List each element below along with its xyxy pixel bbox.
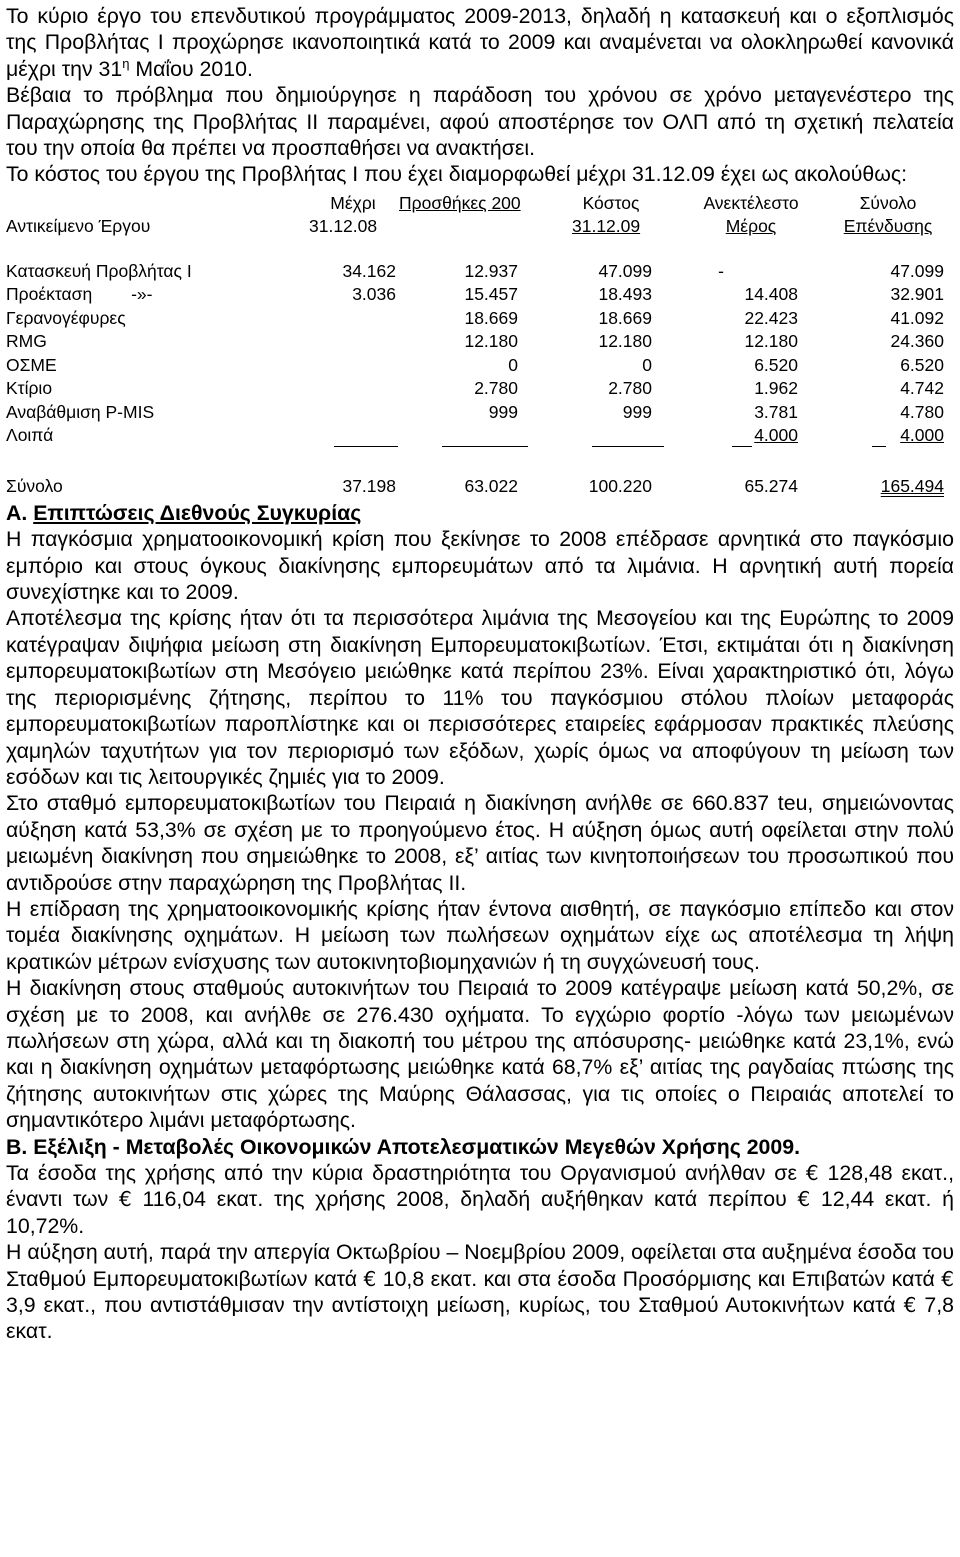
intro-paragraph-2: Βέβαια το πρόβλημα που δημιούργησε η παράδοση του χρόνου σε χρόνο μεταγενέστερο της Παραχώρησης της Προβλήτας ΙΙ παραμένει, αφού αποστέρησε τον ΟΛΠ από τη σχετική πελατεία του την οποία θα πρέπει να προσπαθήσει να ανακτήσει.: [6, 83, 954, 161]
intro-p1-text: Το κύριο έργο του επενδυτικού προγράμματος 2009-2013, δηλαδή η κατασκευή και ο εξοπλισμός της Προβλήτας Ι προχώρησε ικανοποιητικά κατά το 2009 και αναμένεται να ολοκληρωθεί κανονικά μέχρι την 31: [6, 4, 954, 81]
row-remaining: -: [718, 260, 724, 281]
row-total: 6.520: [900, 354, 944, 375]
row-additions: 0: [508, 354, 518, 375]
row-total: 4.780: [900, 401, 944, 422]
row-item: Κτίριο: [6, 378, 53, 399]
row-remaining: 12.180: [744, 331, 798, 352]
row-item: Λοιπά: [6, 425, 54, 446]
header-remaining-bottom: Μέρος: [725, 215, 777, 236]
text-run: Τα έσοδα της χρήσης από την κύρια δραστηριότητα του Οργανισμού ανήλθαν σε: [6, 1161, 806, 1185]
subtotal-rule: [334, 446, 398, 447]
text-run: 128,48 εκατ., έναντι των: [6, 1161, 954, 1212]
section-a-title: Επιπτώσεις Διεθνούς Συγκυρίας: [33, 500, 362, 525]
row-until: 34.162: [342, 260, 396, 281]
row-remaining: 14.408: [744, 284, 798, 305]
cost-table: [6, 188, 954, 480]
total-until: 37.198: [342, 475, 396, 496]
row-total: 41.092: [890, 307, 944, 328]
section-b-paragraph-1: [6, 1160, 954, 1239]
total-additions: 63.022: [464, 475, 518, 496]
euro-icon: €: [805, 1161, 819, 1185]
row-total: 4.000: [900, 425, 944, 446]
text-run: 3,9 εκατ., που αντιστάθμισαν την αντίστοιχη μείωση, κυρίως, του Σταθμού Αυτοκινήτων κατά: [6, 1293, 904, 1318]
row-cost: 2.780: [608, 378, 652, 399]
header-until-bottom: 31.12.08: [309, 215, 378, 236]
section-a-paragraph-3: Στο σταθμό εμπορευματοκιβωτίων του Πειραιά η διακίνηση ανήλθε σε 660.837 teu, σημειώνοντας αύξηση κατά 53,3% σε σχέση με το προηγούμενο έτος. Η αύξηση όμως αυτή οφείλεται στην πολύ μειωμένη διακίνηση που σημειώθηκε το 2008, εξ’ αιτίας των κινητοποιήσεων του προσωπικού που αντιδρούσε στην παραχώρηση της Προβλήτας ΙΙ.: [6, 791, 954, 895]
row-remaining: 4.000: [754, 425, 798, 446]
intro-paragraph-3: Το κόστος του έργου της Προβλήτας Ι που έχει διαμορφωθεί μέχρι 31.12.09 έχει ως ακολούθως:: [6, 162, 908, 187]
total-item: Σύνολο: [6, 475, 63, 496]
row-additions: 999: [488, 401, 518, 422]
row-item: Προέκταση -»-: [6, 284, 153, 305]
intro-paragraph-1: [6, 3, 954, 82]
text-run: 7,8 εκατ.: [6, 1293, 954, 1344]
row-cost: 999: [622, 401, 652, 422]
header-until-top: Μέχρι: [330, 192, 376, 213]
section-a-paragraph-2: Αποτέλεσμα της κρίσης ήταν ότι τα περισσότερα λιμάνια της Μεσογείου και της Ευρώπης το 2009 κατέγραψαν διψήφια μείωση στη διακίνηση Εμπορευματοκιβωτίων. Έτσι, εκτιμάται ότι η διακίνηση εμπορευματοκιβωτίων στη Μεσόγειο μειώθηκε κατά περίπου 23%. Είναι χαρακτηριστικό ότι, λόγω της περιορισμένης ζήτησης, περίπου το 11% του παγκόσμιου στόλου πλοίων μεταφοράς εμπορευματοκιβωτίων παροπλίστηκε και οι περισσότερες εταιρείες εφάρμοσαν πρακτικές πλεύσης χαμηλών ταχυτήτων για τον περιορισμό των εξόδων, χωρίς όμως να αποφύγουν τη μείωση των εσόδων και τις λειτουργικές ζημιές για το 2009.: [6, 606, 954, 789]
row-item: RMG: [6, 331, 47, 352]
row-total: 47.099: [890, 260, 944, 281]
intro-p1-tail: Μαΐου 2010.: [129, 56, 253, 81]
row-cost: 18.669: [598, 307, 652, 328]
euro-icon: €: [119, 1187, 132, 1212]
section-b-heading: Β. Εξέλιξη - Μεταβολές Οικονομικών Αποτελεσματικών Μεγεθών Χρήσης 2009.: [6, 1134, 801, 1159]
total-cost: 100.220: [588, 475, 652, 496]
row-item: Κατασκευή Προβλήτας Ι: [6, 260, 192, 281]
row-additions: 12.180: [464, 331, 518, 352]
total-total: 165.494: [880, 475, 944, 496]
table-total-row: [6, 474, 954, 504]
row-total: 24.360: [890, 331, 944, 352]
header-item: Αντικείμενο Έργου: [6, 215, 151, 236]
row-item: ΟΣΜΕ: [6, 354, 57, 375]
section-a-paragraph-4: Η επίδραση της χρηματοοικονομικής κρίσης ήταν έντονα αισθητή, σε παγκόσμιο επίπεδο και στον τομέα διακίνησης οχημάτων. Η μείωση των πωλήσεων οχημάτων είχε ως αποτέλεσμα τη λήψη κρατικών μέτρων ενίσχυσης των αυτοκινητοβιομηχανιών ή τη συγχώνευσή τους.: [6, 896, 954, 974]
row-remaining: 3.781: [754, 401, 798, 422]
header-remaining-top: Ανεκτέλεστο: [703, 192, 799, 213]
header-total-bottom: Επένδυσης: [843, 215, 933, 236]
row-cost: 47.099: [598, 260, 652, 281]
subtotal-rule: [732, 446, 752, 447]
subtotal-rule: [872, 446, 886, 447]
row-cost: 12.180: [598, 331, 652, 352]
subtotal-rule: [592, 446, 664, 447]
row-total: 4.742: [900, 378, 944, 399]
euro-icon: €: [797, 1187, 811, 1212]
euro-icon: €: [903, 1293, 917, 1318]
subtotal-rule: [442, 446, 528, 447]
section-a-paragraph-5: Η διακίνηση στους σταθμούς αυτοκινήτων του Πειραιά το 2009 κατέγραψε μείωση κατά 50,2%, σε σχέση με το 2008, και ανήλθε σε 276.430 οχήματα. Το εγχώριο φορτίο -λόγω των μειωμένων πωλήσεων στη χώρα, αλλά και τη διακοπή του μέτρου της απόσυρσης- μειώθηκε κατά 23,1%, ενώ και η διακίνηση οχημάτων μεταφόρτωσης μειώθηκε κατά 68,7% εξ’ αιτίας της ραγδαίας πτώσης της ζήτησης αυτοκινήτων στις χώρες της Μαύρης Θάλασσας, για τις οποίες ο Πειραιάς αποτελεί το σημαντικότερο λιμάνι μεταφόρτωσης.: [6, 976, 954, 1133]
row-cost: 0: [642, 354, 652, 375]
row-additions: 18.669: [464, 307, 518, 328]
header-cost-top: Κόστος: [582, 192, 640, 213]
section-b-paragraph-2: [6, 1239, 954, 1345]
text-run: 116,04 εκατ. της χρήσης 2008, δηλαδή αυξήθηκαν κατά περίπου: [131, 1187, 798, 1212]
euro-icon: €: [363, 1266, 377, 1291]
header-additions: Προσθήκες 200: [399, 192, 521, 213]
row-cost: 18.493: [598, 284, 652, 305]
superscript-eta: η: [122, 55, 130, 71]
section-a-prefix: Α.: [6, 500, 34, 525]
text-run: 12,44 εκατ. ή 10,72%.: [6, 1187, 954, 1238]
row-remaining: 1.962: [754, 378, 798, 399]
header-total-top: Σύνολο: [859, 192, 917, 213]
section-a-paragraph-1: Η παγκόσμια χρηματοοικονομική κρίση που ξεκίνησε το 2008 επέδρασε αρνητικά στο παγκόσμιο εμπόριο και στους όγκους διακίνησης εμπορευμάτων από τα λιμάνια. Η αρνητική αυτή πορεία συνεχίστηκε και το 2009.: [6, 527, 954, 605]
row-total: 32.901: [890, 284, 944, 305]
row-remaining: 6.520: [754, 354, 798, 375]
text-run: Η αύξηση αυτή, παρά την απεργία Οκτωβρίου – Νοεμβρίου 2009, οφείλεται στα αυξημένα έσοδα του Σταθμού Εμπορευματοκιβωτίων κατά: [6, 1240, 954, 1291]
row-item: Γερανογέφυρες: [6, 307, 126, 328]
document-page: [6, 0, 954, 1345]
row-until: 3.036: [352, 284, 396, 305]
row-remaining: 22.423: [744, 307, 798, 328]
euro-icon: €: [941, 1266, 954, 1291]
row-item: Αναβάθμιση P-MIS: [6, 401, 155, 422]
text-run: 10,8 εκατ. και στα έσοδα Προσόρμισης και Επιβατών κατά: [376, 1266, 942, 1291]
row-additions: 2.780: [474, 378, 518, 399]
total-remaining: 65.274: [744, 475, 798, 496]
header-cost-bottom: 31.12.09: [572, 215, 641, 236]
row-additions: 15.457: [464, 284, 518, 305]
row-additions: 12.937: [464, 260, 518, 281]
